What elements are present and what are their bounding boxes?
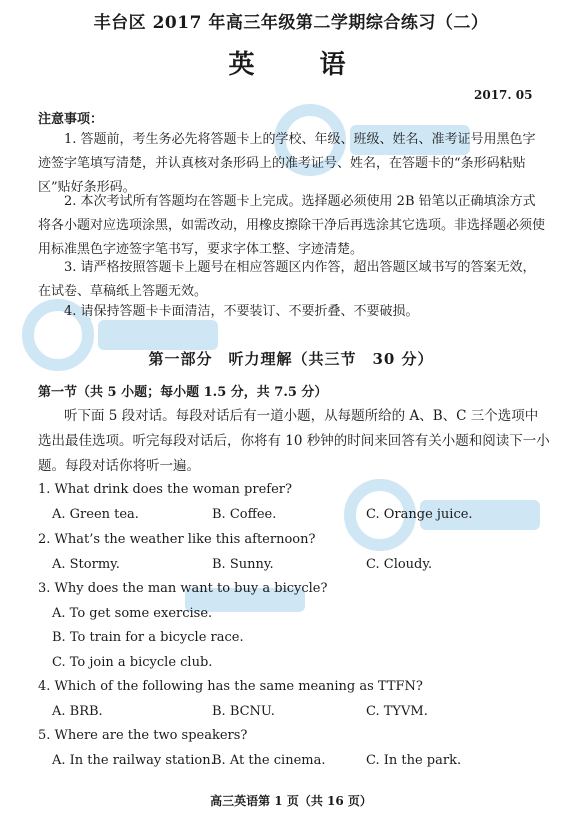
exam-date: 2017. 05 — [474, 88, 533, 102]
question-stem: 1. What drink does the woman prefer? — [38, 482, 292, 497]
answer-option: C. Orange juice. — [366, 507, 473, 522]
answer-option: B. Sunny. — [212, 557, 274, 572]
question-stem: 3. Why does the man want to buy a bicycle? — [38, 581, 328, 596]
page-footer: 高三英语第 1 页（共 16 页） — [210, 794, 372, 808]
answer-option: B. Coffee. — [212, 507, 277, 522]
watermark-logo-icon — [180, 570, 310, 630]
answer-option: A. Stormy. — [52, 557, 120, 572]
answer-option: B. BCNU. — [212, 704, 275, 719]
section-heading: 第一节（共 5 小题；每小题 1.5 分，共 7.5 分） — [38, 385, 328, 400]
notice-item: 3. 请严格按照答题卡上题号在相应答题区内作答，超出答题区域书写的答案无效，在试卷、草稿纸上答题无效。 — [38, 260, 536, 299]
question-stem: 5. Where are the two speakers? — [38, 728, 248, 743]
answer-option: A. To get some exercise. — [52, 606, 213, 621]
answer-option: B. To train for a bicycle race. — [52, 630, 244, 645]
notice-item: 1. 答题前，考生务必先将答题卡上的学校、年级、班级、姓名、准考证号用黑色字迹签字笔填写清楚，并认真核对条形码上的准考证号、姓名，在答题卡的“条形码粘贴区”贴好条形码。 — [38, 132, 536, 195]
answer-option: A. Green tea. — [52, 507, 139, 522]
answer-option: B. At the cinema. — [212, 753, 326, 768]
answer-option: C. TYVM. — [366, 704, 428, 719]
notice-item: 4. 请保持答题卡卡面清洁，不要装订、不要折叠、不要破损。 — [64, 304, 419, 319]
answer-option: C. In the park. — [366, 753, 462, 768]
section-instructions: 听下面 5 段对话。每段对话后有一道小题，从每题所给的 A、B、C 三个选项中选出最佳选项。听完每段对话后，你将有 10 秒钟的时间来回答有关小题和阅读下一小题。每段对话你将听一遍。 — [38, 408, 550, 474]
question-stem: 2. What’s the weather like this afternoon? — [38, 532, 316, 547]
notice-item: 2. 本次考试所有答题均在答题卡上完成。选择题必须使用 2B 铅笔以正确填涂方式将各小题对应选项涂黑，如需改动，用橡皮擦除干净后再选涂其它选项。非选择题必须使用标准黑色字迹签字笔书写，要求字体工整、字迹清楚。 — [38, 194, 546, 257]
question-stem: 4. Which of the following has the same meaning as TTFN? — [38, 679, 423, 694]
notice-heading: 注意事项： — [38, 112, 104, 127]
answer-option: A. BRB. — [52, 704, 103, 719]
answer-option: C. To join a bicycle club. — [52, 655, 213, 670]
part-heading: 第一部分 听力理解（共三节 30 分） — [148, 350, 434, 368]
exam-title: 丰台区 2017 年高三年级第二学期综合练习（二） — [93, 13, 489, 33]
subject-title: 英 语 — [228, 50, 374, 80]
answer-option: C. Cloudy. — [366, 557, 433, 572]
answer-option: A. In the railway station. — [52, 753, 215, 768]
